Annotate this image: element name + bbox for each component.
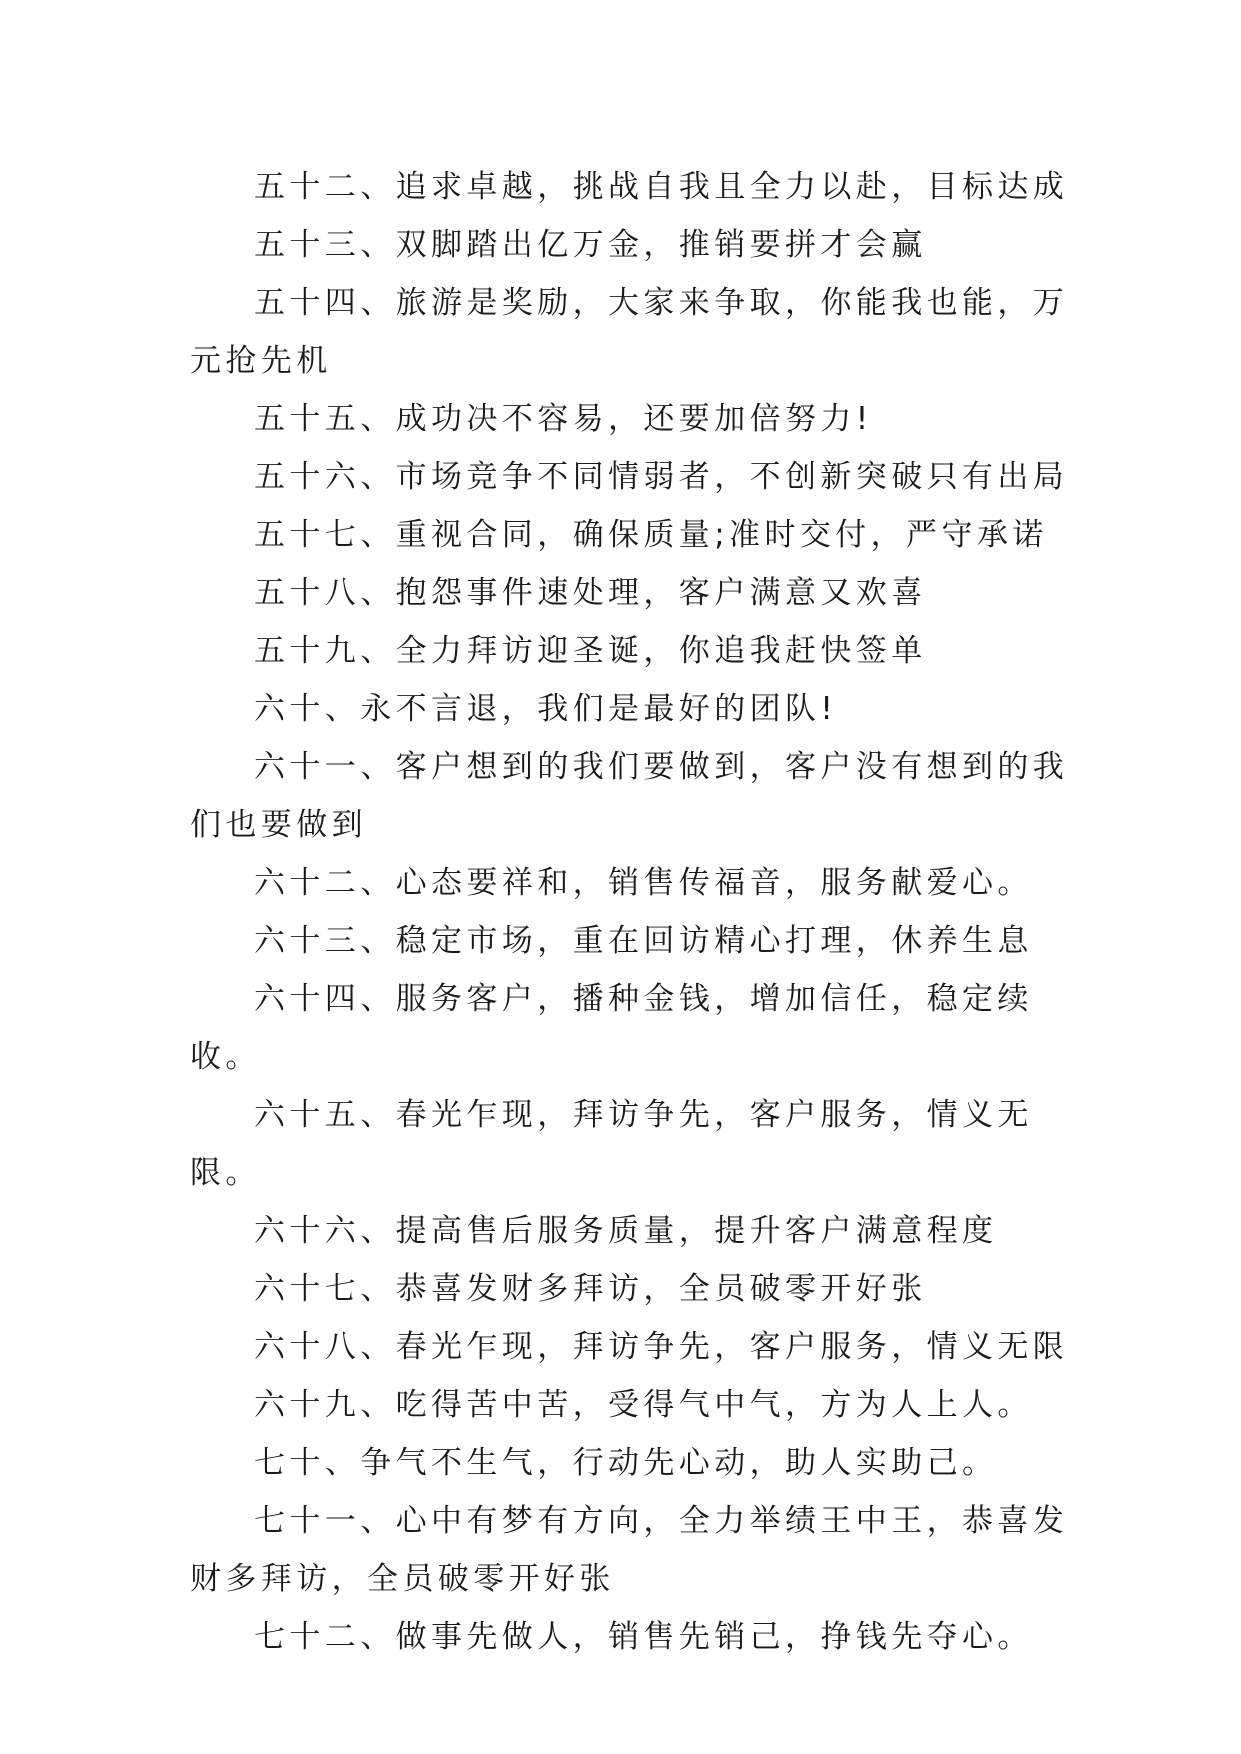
paragraph: 五十四、旅游是奖励，大家来争取，你能我也能，万元抢先机 (190, 285, 1069, 379)
paragraph: 六十三、稳定市场，重在回访精心打理，休养生息 (254, 923, 1033, 959)
paragraph: 六十六、提高售后服务质量，提升客户满意程度 (254, 1213, 998, 1249)
paragraph: 六十五、春光乍现，拜访争先，客户服务，情义无限。 (190, 1097, 1033, 1191)
paragraph: 六十七、恭喜发财多拜访，全员破零开好张 (254, 1271, 927, 1307)
paragraph: 五十六、市场竞争不同情弱者，不创新突破只有出局 (254, 459, 1069, 495)
paragraph: 五十七、重视合同，确保质量;准时交付，严守承诺 (254, 517, 1048, 553)
paragraph: 六十九、吃得苦中苦，受得气中气，方为人上人。 (254, 1387, 1033, 1423)
paragraph: 六十一、客户想到的我们要做到，客户没有想到的我们也要做到 (190, 749, 1069, 843)
paragraph: 七十、争气不生气，行动先心动，助人实助己。 (254, 1445, 998, 1481)
paragraph: 五十九、全力拜访迎圣诞，你追我赶快签单 (254, 633, 927, 669)
paragraph: 七十二、做事先做人，销售先销己，挣钱先夺心。 (254, 1619, 1033, 1655)
paragraph: 六十、永不言退，我们是最好的团队! (254, 691, 838, 727)
paragraph: 五十五、成功决不容易，还要加倍努力! (254, 401, 873, 437)
paragraph: 六十四、服务客户，播种金钱，增加信任，稳定续收。 (190, 981, 1033, 1075)
paragraph: 七十一、心中有梦有方向，全力举绩王中王，恭喜发财多拜访，全员破零开好张 (190, 1503, 1069, 1597)
paragraph: 六十二、心态要祥和，销售传福音，服务献爱心。 (254, 865, 1033, 901)
paragraph: 六十八、春光乍现，拜访争先，客户服务，情义无限 (254, 1329, 1069, 1365)
paragraph: 五十八、抱怨事件速处理，客户满意又欢喜 (254, 575, 927, 611)
document-body (190, 158, 1070, 1666)
paragraph: 五十二、追求卓越，挑战自我且全力以赴，目标达成 (254, 169, 1069, 205)
paragraph: 五十三、双脚踏出亿万金，推销要拼才会赢 (254, 227, 927, 263)
